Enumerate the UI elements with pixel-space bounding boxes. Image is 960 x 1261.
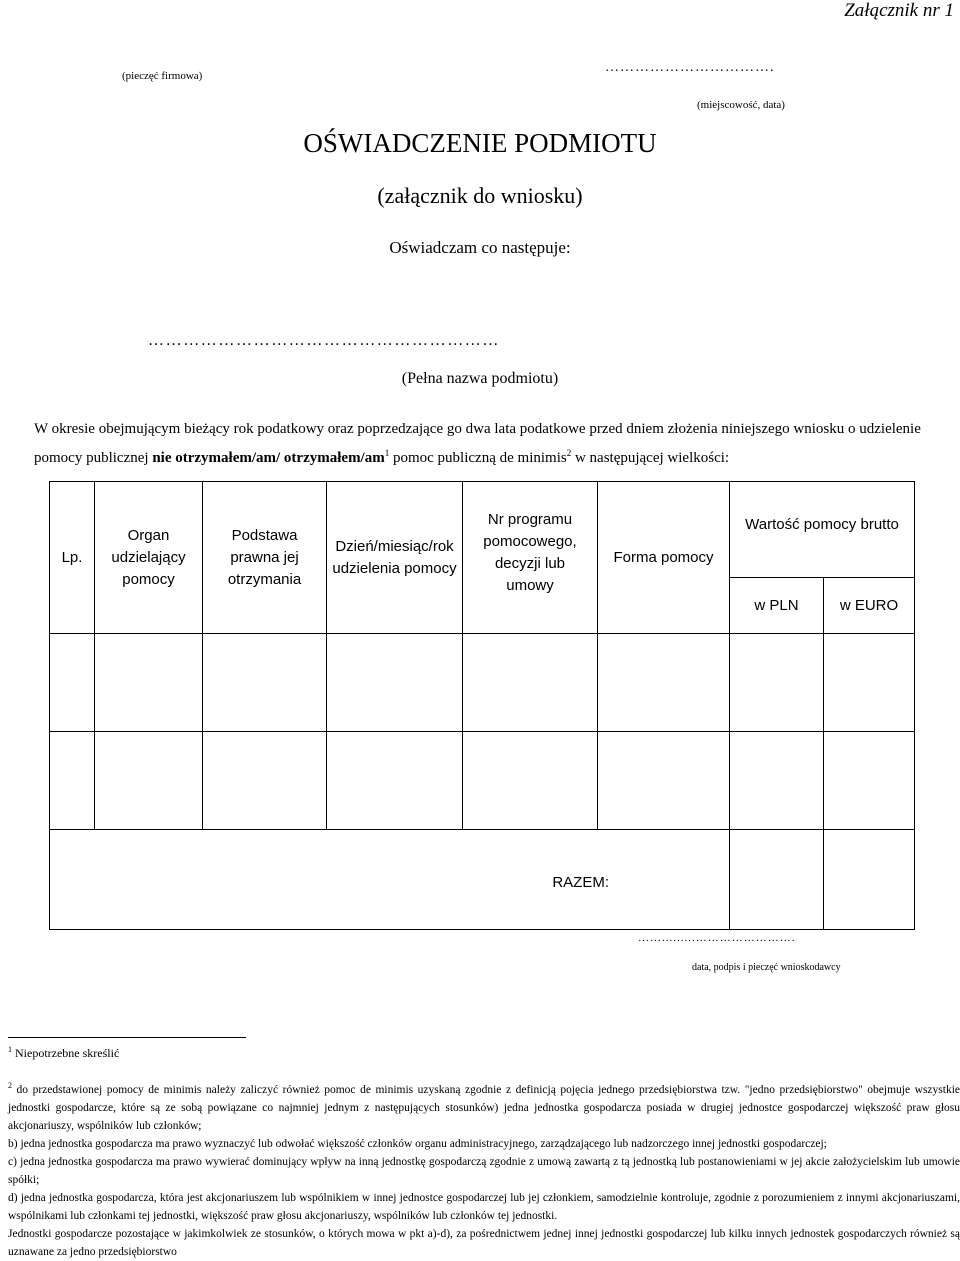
page-title: OŚWIADCZENIE PODMIOTU bbox=[303, 128, 657, 158]
statement-part1: W okresie obejmującym bieżący rok podatkowy oraz poprzedzające go dwa lata podatkowe przed dniem złożenia niniejszego wniosku o udzielenie pomocy publicznej bbox=[34, 421, 921, 466]
entity-name-dots: …………………………………………………… bbox=[148, 332, 500, 349]
cell-basis[interactable] bbox=[203, 634, 327, 732]
footnote-2-b: b) jedna jednostka gospodarcza ma prawo wyznaczyć lub odwołać większość członków organu administracyjnego, zarządzającego lub nadzorczego innej jednostki gospodarczej; bbox=[8, 1137, 827, 1150]
cell-lp[interactable] bbox=[50, 634, 95, 732]
footnote-1-number: 1 bbox=[8, 1045, 12, 1054]
cell-lp[interactable] bbox=[50, 732, 95, 830]
statement-part2: pomoc publiczną de minimis bbox=[389, 450, 567, 466]
footnote-ref-1: 1 bbox=[384, 448, 390, 458]
signature-dots: …….........……………………. bbox=[638, 932, 796, 944]
header-aid-form: Forma pomocy bbox=[598, 482, 730, 634]
table-row bbox=[50, 732, 915, 830]
company-stamp-label: (pieczęć firmowa) bbox=[122, 70, 203, 82]
footnote-1 bbox=[8, 1045, 119, 1061]
page-subtitle: (załącznik do wniosku) bbox=[377, 183, 583, 208]
cell-date[interactable] bbox=[327, 732, 463, 830]
footnote-2-text: do przedstawionej pomocy de minimis należy zaliczyć również pomoc de minimis uzyskaną zgodnie z definicją pojęcia jednego przedsiębiorstwa tzw. "jedno przedsiębiorstwo" obejmuje wszystkie jednostki gospodarcze, które są ze sobą powiązane co najmniej jednym z następujących stosunków) jedna jednostka gospodarcza posiada w drugiej jednostce gospodarczej większość praw głosu akcjonariuszy, wspólników lub członków; bbox=[8, 1083, 960, 1132]
cell-program[interactable] bbox=[463, 732, 598, 830]
footnote-2-c: c) jedna jednostka gospodarcza ma prawo wywierać dominujący wpływ na inną jednostkę gospodarczą zgodnie z umową zawartą z tą jednostką lub postanowieniami w jej akcie założycielskim lub umowie spółki; bbox=[8, 1155, 960, 1186]
footnote-2-number: 2 bbox=[8, 1081, 12, 1090]
header-lp: Lp. bbox=[50, 482, 95, 634]
place-date-dots: ……………………………. bbox=[605, 60, 775, 75]
place-date-label: (miejscowość, data) bbox=[697, 99, 785, 111]
header-euro: w EURO bbox=[824, 578, 915, 634]
cell-organ[interactable] bbox=[95, 732, 203, 830]
cell-pln[interactable] bbox=[730, 732, 824, 830]
cell-basis[interactable] bbox=[203, 732, 327, 830]
aid-table bbox=[49, 481, 915, 930]
total-euro[interactable] bbox=[824, 830, 915, 930]
cell-organ[interactable] bbox=[95, 634, 203, 732]
cell-form[interactable] bbox=[598, 732, 730, 830]
cell-euro[interactable] bbox=[824, 634, 915, 732]
footnote-divider bbox=[8, 1037, 246, 1038]
signature-label: data, podpis i pieczęć wnioskodawcy bbox=[692, 962, 841, 973]
header-grant-date: Dzień/miesiąc/rok udzielenia pomocy bbox=[327, 482, 463, 634]
statement-paragraph bbox=[34, 417, 930, 470]
annex-label: Załącznik nr 1 bbox=[844, 0, 954, 21]
header-program-number: Nr programu pomocowego, decyzji lub umowy bbox=[463, 482, 598, 634]
footnote-2-d: d) jedna jednostka gospodarcza, która jest akcjonariuszem lub wspólnikiem w innej jednostce gospodarczej lub jej członkiem, samodzielnie kontroluje, zgodnie z porozumieniem z innymi akcjonariuszami, wspólnikami lub członkami tej jednostki, większość praw głosu akcjonariuszy, wspólników lub członków tej jednostki. bbox=[8, 1191, 960, 1222]
cell-program[interactable] bbox=[463, 634, 598, 732]
total-label: RAZEM: bbox=[50, 830, 730, 930]
cell-pln[interactable] bbox=[730, 634, 824, 732]
footnote-1-text: Niepotrzebne skreślić bbox=[12, 1046, 120, 1060]
statement-part3: w następującej wielkości: bbox=[571, 450, 730, 466]
footnote-2 bbox=[8, 1077, 960, 1261]
cell-date[interactable] bbox=[327, 634, 463, 732]
header-legal-basis: Podstawa prawna jej otrzymania bbox=[203, 482, 327, 634]
table-row bbox=[50, 634, 915, 732]
cell-form[interactable] bbox=[598, 634, 730, 732]
entity-name-label: (Pełna nazwa podmiotu) bbox=[401, 370, 559, 387]
cell-euro[interactable] bbox=[824, 732, 915, 830]
declaration-intro: Oświadczam co następuje: bbox=[389, 238, 571, 257]
header-gross-value: Wartość pomocy brutto bbox=[730, 482, 915, 578]
footnote-ref-2: 2 bbox=[566, 448, 572, 458]
header-organ: Organ udzielający pomocy bbox=[95, 482, 203, 634]
total-row bbox=[50, 830, 915, 930]
footnote-2-last: Jednostki gospodarcze pozostające w jakimkolwiek ze stosunków, o których mowa w pkt a)-d), za pośrednictwem jednej innej jednostki gospodarczej lub kilku innych jednostek gospodarczych również są uznawane za jedno przedsiębiorstwo bbox=[8, 1227, 960, 1258]
total-pln[interactable] bbox=[730, 830, 824, 930]
header-pln: w PLN bbox=[730, 578, 824, 634]
statement-bold: nie otrzymałem/am/ otrzymałem/am bbox=[152, 450, 385, 466]
